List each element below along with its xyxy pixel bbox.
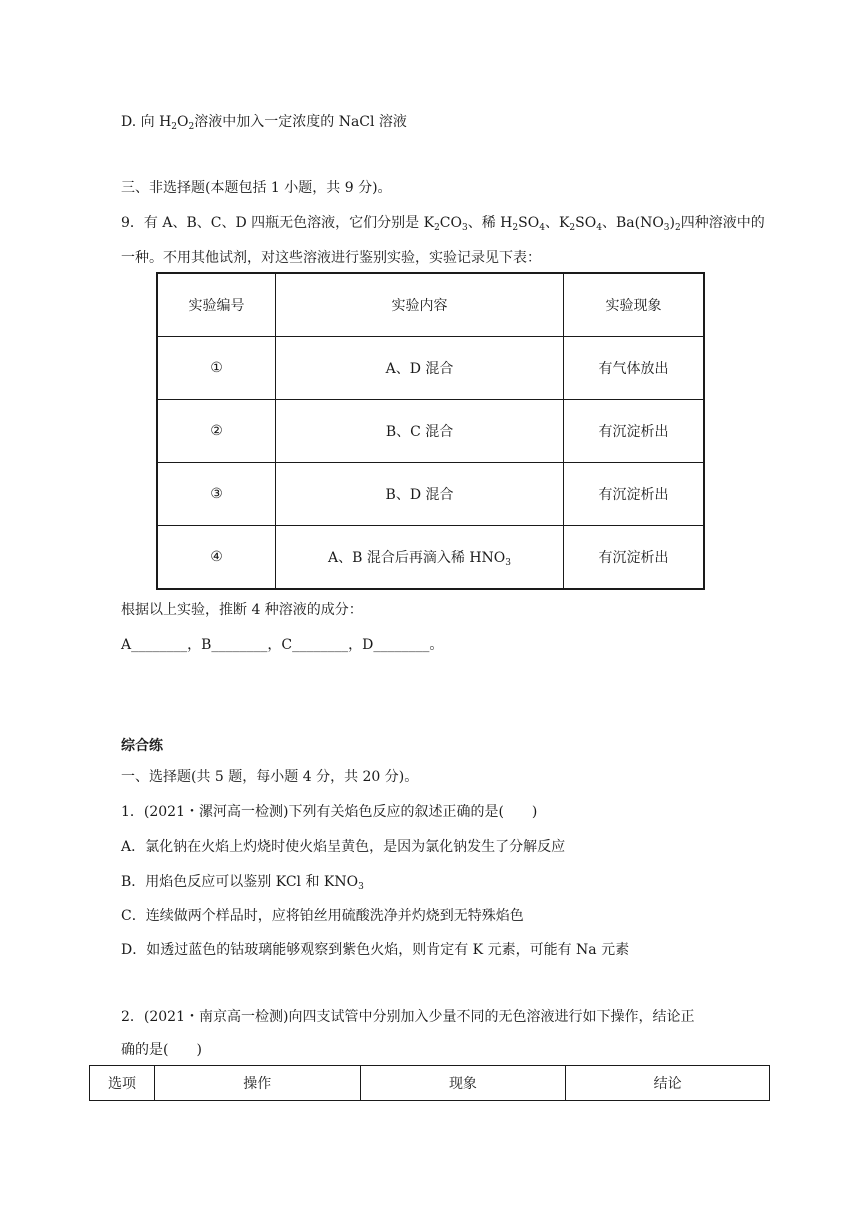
inference-prompt: 根据以上实验，推断 4 种溶液的成分： [121, 602, 363, 618]
question-1-option-a: A．氯化钠在火焰上灼烧时使火焰呈黄色，是因为氯化钠发生了分解反应 [121, 839, 566, 855]
question-2-stem-line-1: 2．(2021・南京高一检测)向四支试管中分别加入少量不同的无色溶液进行如下操作，结论正 [121, 1009, 695, 1025]
question-1-stem: 1．(2021・漯河高一检测)下列有关焰色反应的叙述正确的是( ) [121, 804, 538, 820]
experiment-content: B、D 混合 [276, 463, 564, 526]
answer-blanks: A________，B________，C________，D________。 [121, 637, 444, 653]
table-row [157, 463, 704, 526]
question-1-option-c: C．连续做两个样品时，应将铂丝用硫酸洗净并灼烧到无特殊焰色 [121, 908, 524, 924]
experiment-number: ① [157, 337, 276, 400]
section-1-heading: 一、选择题(共 5 题，每小题 4 分，共 20 分)。 [121, 769, 419, 785]
table-header-row [90, 1066, 770, 1101]
header-cell: 操作 [154, 1066, 360, 1101]
header-cell: 实验编号 [157, 273, 276, 337]
experiment-number: ② [157, 400, 276, 463]
table-row [157, 526, 704, 590]
table-row [157, 400, 704, 463]
experiment-result: 有沉淀析出 [564, 463, 704, 526]
header-cell: 实验内容 [276, 273, 564, 337]
experiment-content: A、D 混合 [276, 337, 564, 400]
question-9-line-1: 9．有 A、B、C、D 四瓶无色溶液，它们分别是 $K_2CO_3$、稀 $H_2SO_4$、$K_2SO_4$、$Ba(NO_3)_2$四种溶液中的 [121, 215, 765, 233]
header-cell: 选项 [90, 1066, 155, 1101]
section-3-heading: 三、非选择题(本题包括 1 小题，共 9 分)。 [121, 180, 392, 196]
table-row [157, 337, 704, 400]
table-header-row [157, 273, 704, 337]
experiment-content: A、B 混合后再滴入稀 $HNO_3$ [276, 526, 564, 590]
option-d-text: D. 向 $H_2O_2$溶液中加入一定浓度的 NaCl 溶液 [121, 114, 407, 132]
question-1-option-b: B．用焰色反应可以鉴别 KCl 和 $KNO_3$ [121, 874, 364, 892]
question-1-option-d: D．如透过蓝色的钴玻璃能够观察到紫色火焰，则肯定有 K 元素，可能有 Na 元素 [121, 942, 630, 958]
experiment-content: B、C 混合 [276, 400, 564, 463]
header-cell: 结论 [566, 1066, 770, 1101]
header-cell: 现象 [360, 1066, 566, 1101]
experiment-result: 有沉淀析出 [564, 400, 704, 463]
section-title-zonghe: 综合练 [121, 738, 163, 754]
question-9-line-2: 一种。不用其他试剂，对这些溶液进行鉴别实验，实验记录见下表： [121, 250, 541, 266]
question-2-table [89, 1065, 770, 1101]
experiment-table [156, 272, 705, 590]
experiment-result: 有沉淀析出 [564, 526, 704, 590]
experiment-number: ④ [157, 526, 276, 590]
question-2-stem-line-2: 确的是( ) [121, 1042, 202, 1058]
experiment-result: 有气体放出 [564, 337, 704, 400]
experiment-number: ③ [157, 463, 276, 526]
header-cell: 实验现象 [564, 273, 704, 337]
